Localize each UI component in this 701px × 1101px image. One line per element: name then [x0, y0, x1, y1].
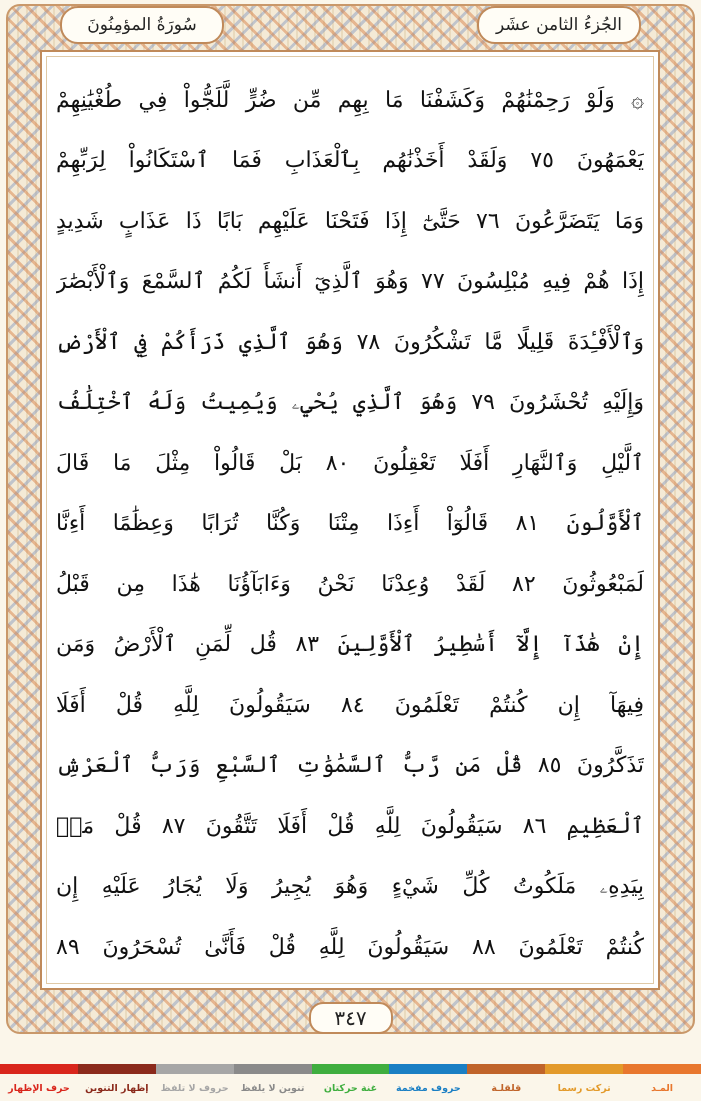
verse-line: إِنْ هَٰذَآ إِلَّآ أَسَٰطِيرُ ٱلْأَوَّلِينَ ٨٣ قُل لِّمَنِ ٱلْأَرْضُ وَمَن	[56, 632, 644, 658]
legend-label: حرف الإظهار	[8, 1083, 70, 1094]
verse-line: إِذَا هُمْ فِيهِ مُبْلِسُونَ ٧٧ وَهُوَ ٱلَّذِيٓ أَنشَأَ لَكُمُ ٱلسَّمْعَ وَٱلْأَبْصَٰرَ	[56, 269, 644, 295]
legend-label: قلقلـة	[491, 1083, 522, 1094]
verse-line: فِيهَآ إِن كُنتُمْ تَعْلَمُونَ ٨٤ سَيَقُولُونَ لِلَّهِ قُلْ أَفَلَا	[56, 692, 644, 718]
legend-item	[545, 1064, 623, 1101]
legend-color-bar	[467, 1064, 545, 1074]
legend-item	[78, 1064, 156, 1101]
legend-color-bar	[545, 1064, 623, 1074]
quran-page	[40, 50, 660, 990]
verse-line: لَمَبْعُوثُونَ ٨٢ لَقَدْ وُعِدْنَا نَحْنُ وَءَابَآؤُنَا هَٰذَا مِن قَبْلُ	[56, 571, 644, 597]
verse-line: ٱلَّيْلِ وَٱلنَّهَارِ أَفَلَا تَعْقِلُونَ ٨٠ بَلْ قَالُواْ مِثْلَ مَا قَالَ	[56, 450, 644, 476]
verse-line: بِيَدِهِۦ مَلَكُوتُ كُلِّ شَيْءٍ وَهُوَ يُجِيرُ وَلَا يُجَارُ عَلَيْهِ إِن	[56, 874, 644, 900]
verse-line: ٱلْأَوَّلُونَ ٨١ قَالُوٓاْ أَءِذَا مِتْنَا وَكُنَّا تُرَابًا وَعِظَٰمًا أَءِنَّا	[56, 511, 644, 537]
legend-color-bar	[156, 1064, 234, 1074]
legend-label: المـد	[651, 1083, 674, 1094]
verse-line: وَمَا يَتَضَرَّعُونَ ٧٦ حَتَّىٰٓ إِذَا فَتَحْنَا عَلَيْهِم بَابًا ذَا عَذَابٍ شَدِيدٍ	[56, 208, 644, 234]
legend-item	[467, 1064, 545, 1101]
legend-color-bar	[234, 1064, 312, 1074]
legend-label: حروف لا تلفظ	[160, 1083, 229, 1094]
verse-line: يَعْمَهُونَ ٧٥ وَلَقَدْ أَخَذْنَٰهُم بِٱلْعَذَابِ فَمَا ٱسْتَكَانُواْ لِرَبِّهِمْ	[56, 148, 644, 174]
legend-label: تركت رسما	[557, 1083, 611, 1094]
legend-color-bar	[78, 1064, 156, 1074]
legend-item	[389, 1064, 467, 1101]
legend-label: حروف مفخمة	[396, 1083, 461, 1094]
surah-title: سُورَةُ المؤمِنُونَ	[60, 6, 224, 44]
legend-item	[623, 1064, 701, 1101]
legend-label: إظهار التنوين	[85, 1083, 149, 1094]
legend-label: تنوين لا يلفظ	[240, 1083, 305, 1094]
page-number: ٣٤٧	[309, 1002, 393, 1034]
legend-item	[312, 1064, 390, 1101]
legend-color-bar	[312, 1064, 390, 1074]
tajweed-legend	[0, 1064, 701, 1101]
legend-label: غنة حركتان	[323, 1083, 378, 1094]
legend-color-bar	[0, 1064, 78, 1074]
legend-item	[234, 1064, 312, 1101]
legend-color-bar	[623, 1064, 701, 1074]
legend-color-bar	[389, 1064, 467, 1074]
verse-line: ۞ وَلَوْ رَحِمْنَٰهُمْ وَكَشَفْنَا مَا بِهِم مِّن ضُرٍّ لَّلَجُّواْ فِي طُغْيَٰنِهِمْ	[56, 87, 644, 113]
verse-line: كُنتُمْ تَعْلَمُونَ ٨٨ سَيَقُولُونَ لِلَّهِ قُلْ فَأَنَّىٰ تُسْحَرُونَ ٨٩	[56, 934, 644, 960]
verse-line: وَإِلَيْهِ تُحْشَرُونَ ٧٩ وَهُوَ ٱلَّذِي يُحْيِۦ وَيُمِيتُ وَلَهُ ٱخْتِلَٰفُ	[56, 390, 644, 416]
verse-line: تَذَكَّرُونَ ٨٥ قُلْ مَن رَّبُّ ٱلسَّمَٰوَٰتِ ٱلسَّبْعِ وَرَبُّ ٱلْعَرْشِ	[56, 753, 644, 779]
verse-line: ٱلْعَظِيمِ ٨٦ سَيَقُولُونَ لِلَّهِ قُلْ أَفَلَا تَتَّقُونَ ٨٧ قُلْ مَنۢ	[56, 813, 644, 839]
verse-lines	[56, 70, 644, 974]
verse-line: وَٱلْأَفْـِٔدَةَ قَلِيلًا مَّا تَشْكُرُونَ ٧٨ وَهُوَ ٱلَّذِي ذَرَأَكُمْ فِي ٱلْأَرْضِ	[56, 329, 644, 355]
legend-item	[0, 1064, 78, 1101]
juz-label: الجُزءُ الثامن عشَر	[477, 6, 641, 44]
legend-item	[156, 1064, 234, 1101]
